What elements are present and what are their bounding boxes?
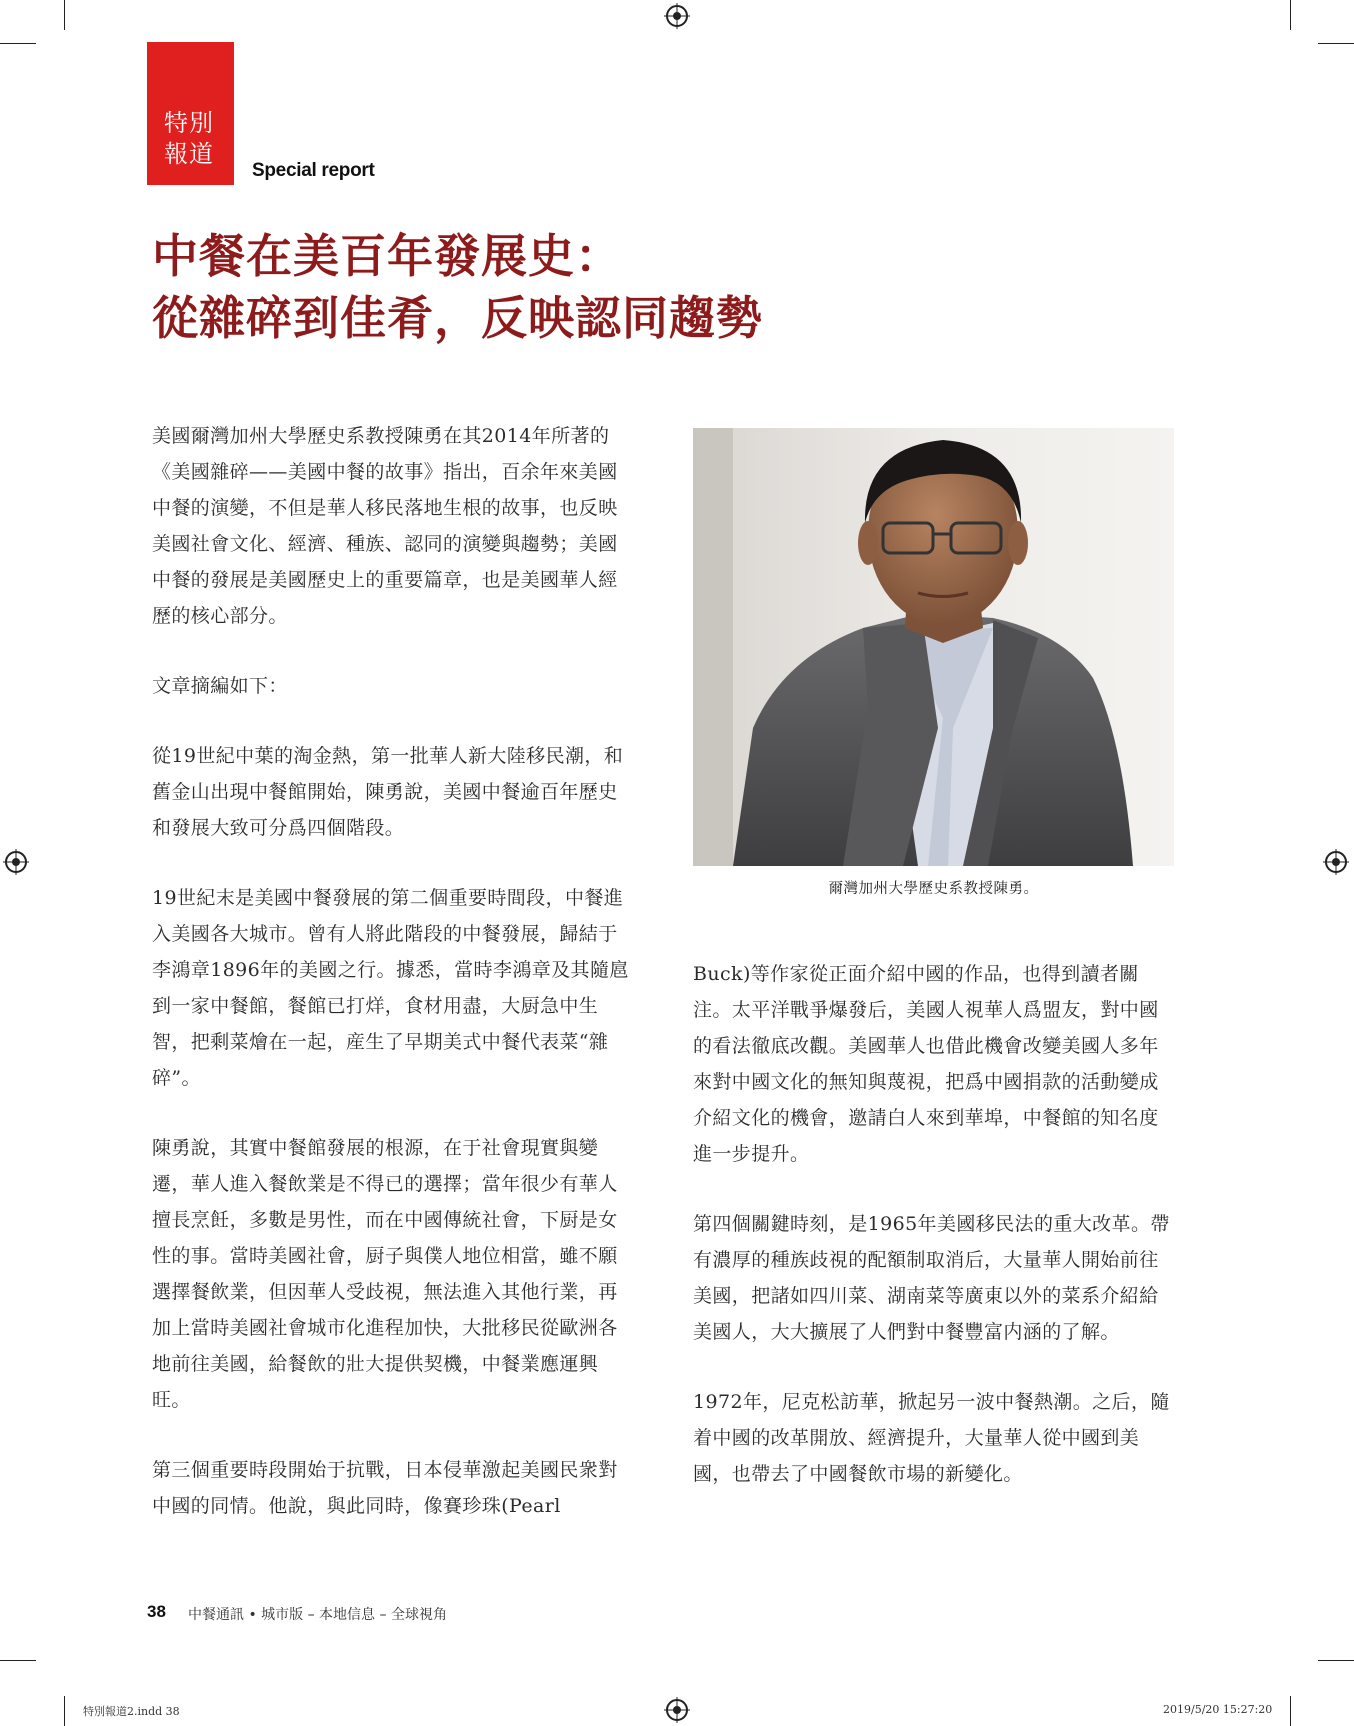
registration-mark-icon bbox=[5, 851, 27, 873]
section-tag-label bbox=[164, 108, 224, 170]
portrait-illustration bbox=[693, 428, 1174, 866]
paragraph: 美國爾灣加州大學歷史系教授陳勇在其2014年所著的《美國雜碎——美國中餐的故事》指出，百余年來美國中餐的演變，不但是華人移民落地生根的故事，也反映美國社會文化、經濟、種族、認同的演變與趨勢；美國中餐的發展是美國歷史上的重要篇章，也是美國華人經歷的核心部分。 bbox=[152, 425, 618, 627]
crop-mark bbox=[1318, 1660, 1354, 1661]
portrait-photo bbox=[693, 428, 1174, 866]
crop-mark bbox=[1290, 0, 1291, 30]
crop-mark bbox=[64, 1696, 65, 1726]
paragraph: 1972年，尼克松訪華，掀起另一波中餐熱潮。之后，隨着中國的改革開放、經濟提升，大量華人從中國到美國，也帶去了中國餐飲市場的新變化。 bbox=[693, 1391, 1170, 1485]
paragraph: 19世紀末是美國中餐發展的第二個重要時間段，中餐進入美國各大城市。曾有人將此階段的中餐發展，歸結于李鴻章1896年的美國之行。據悉，當時李鴻章及其隨扈到一家中餐館，餐館已打烊，食材用盡，大厨急中生智，把剩菜燴在一起，産生了早期美式中餐代表菜“雜碎”。 bbox=[152, 887, 629, 1089]
headline-line-2: 從雜碎到佳肴，反映認同趨勢 bbox=[152, 291, 763, 345]
crop-mark bbox=[0, 43, 36, 44]
paragraph: 文章摘編如下： bbox=[152, 675, 288, 697]
paragraph: 第三個重要時段開始于抗戰，日本侵華激起美國民衆對中國的同情。他說，與此同時，像賽珍珠(Pearl bbox=[152, 1459, 618, 1517]
publication-name: 中餐通訊 • 城市版 – 本地信息 – 全球視角 bbox=[188, 1607, 447, 1623]
body-column-right bbox=[693, 956, 1177, 1526]
paragraph: 第四個關鍵時刻，是1965年美國移民法的重大改革。帶有濃厚的種族歧視的配額制取消后，大量華人開始前往美國，把諸如四川菜、湖南菜等廣東以外的菜系介紹給美國人，大大擴展了人們對中餐豐富内涵的了解。 bbox=[693, 1213, 1170, 1343]
section-tag-english: Special report bbox=[252, 160, 375, 181]
article-headline bbox=[152, 225, 1152, 349]
crop-mark bbox=[1290, 1696, 1291, 1726]
paragraph: Buck)等作家從正面介紹中國的作品，也得到讀者關注。太平洋戰爭爆發后，美國人視華人爲盟友，對中國的看法徹底改觀。美國華人也借此機會改變美國人多年來對中國文化的無知與蔑視，把爲中國捐款的活動變成介紹文化的機會，邀請白人來到華埠，中餐館的知名度進一步提升。 bbox=[693, 963, 1159, 1165]
crop-mark bbox=[1318, 43, 1354, 44]
registration-mark-icon bbox=[666, 5, 688, 27]
paragraph: 從19世紀中葉的淘金熱，第一批華人新大陸移民潮，和舊金山出現中餐館開始，陳勇說，美國中餐逾百年歷史和發展大致可分爲四個階段。 bbox=[152, 745, 624, 839]
slug-filename: 特別報道2.indd 38 bbox=[83, 1705, 180, 1718]
photo-caption: 爾灣加州大學歷史系教授陳勇。 bbox=[828, 881, 1039, 897]
paragraph: 陳勇說，其實中餐館發展的根源，在于社會現實與變遷，華人進入餐飲業是不得已的選擇；當年很少有華人擅長烹飪，多數是男性，而在中國傳統社會，下厨是女性的事。當時美國社會，厨子與僕人地位相當，雖不願選擇餐飲業，但因華人受歧視，無法進入其他行業，再加上當時美國社會城市化進程加快，大批移民從歐洲各地前往美國，給餐飲的壯大提供契機，中餐業應運興旺。 bbox=[152, 1137, 618, 1411]
crop-mark bbox=[0, 1660, 36, 1661]
section-tag-line-2: 報道 bbox=[164, 140, 214, 168]
registration-mark-icon bbox=[666, 1699, 688, 1721]
crop-mark bbox=[64, 0, 65, 30]
headline-line-1: 中餐在美百年發展史： bbox=[152, 229, 622, 283]
body-column-left bbox=[152, 418, 635, 1558]
page-number: 38 bbox=[147, 1602, 166, 1621]
slug-timestamp: 2019/5/20 15:27:20 bbox=[1163, 1703, 1273, 1716]
section-tag-line-1: 特別 bbox=[164, 109, 214, 137]
registration-mark-icon bbox=[1325, 851, 1347, 873]
